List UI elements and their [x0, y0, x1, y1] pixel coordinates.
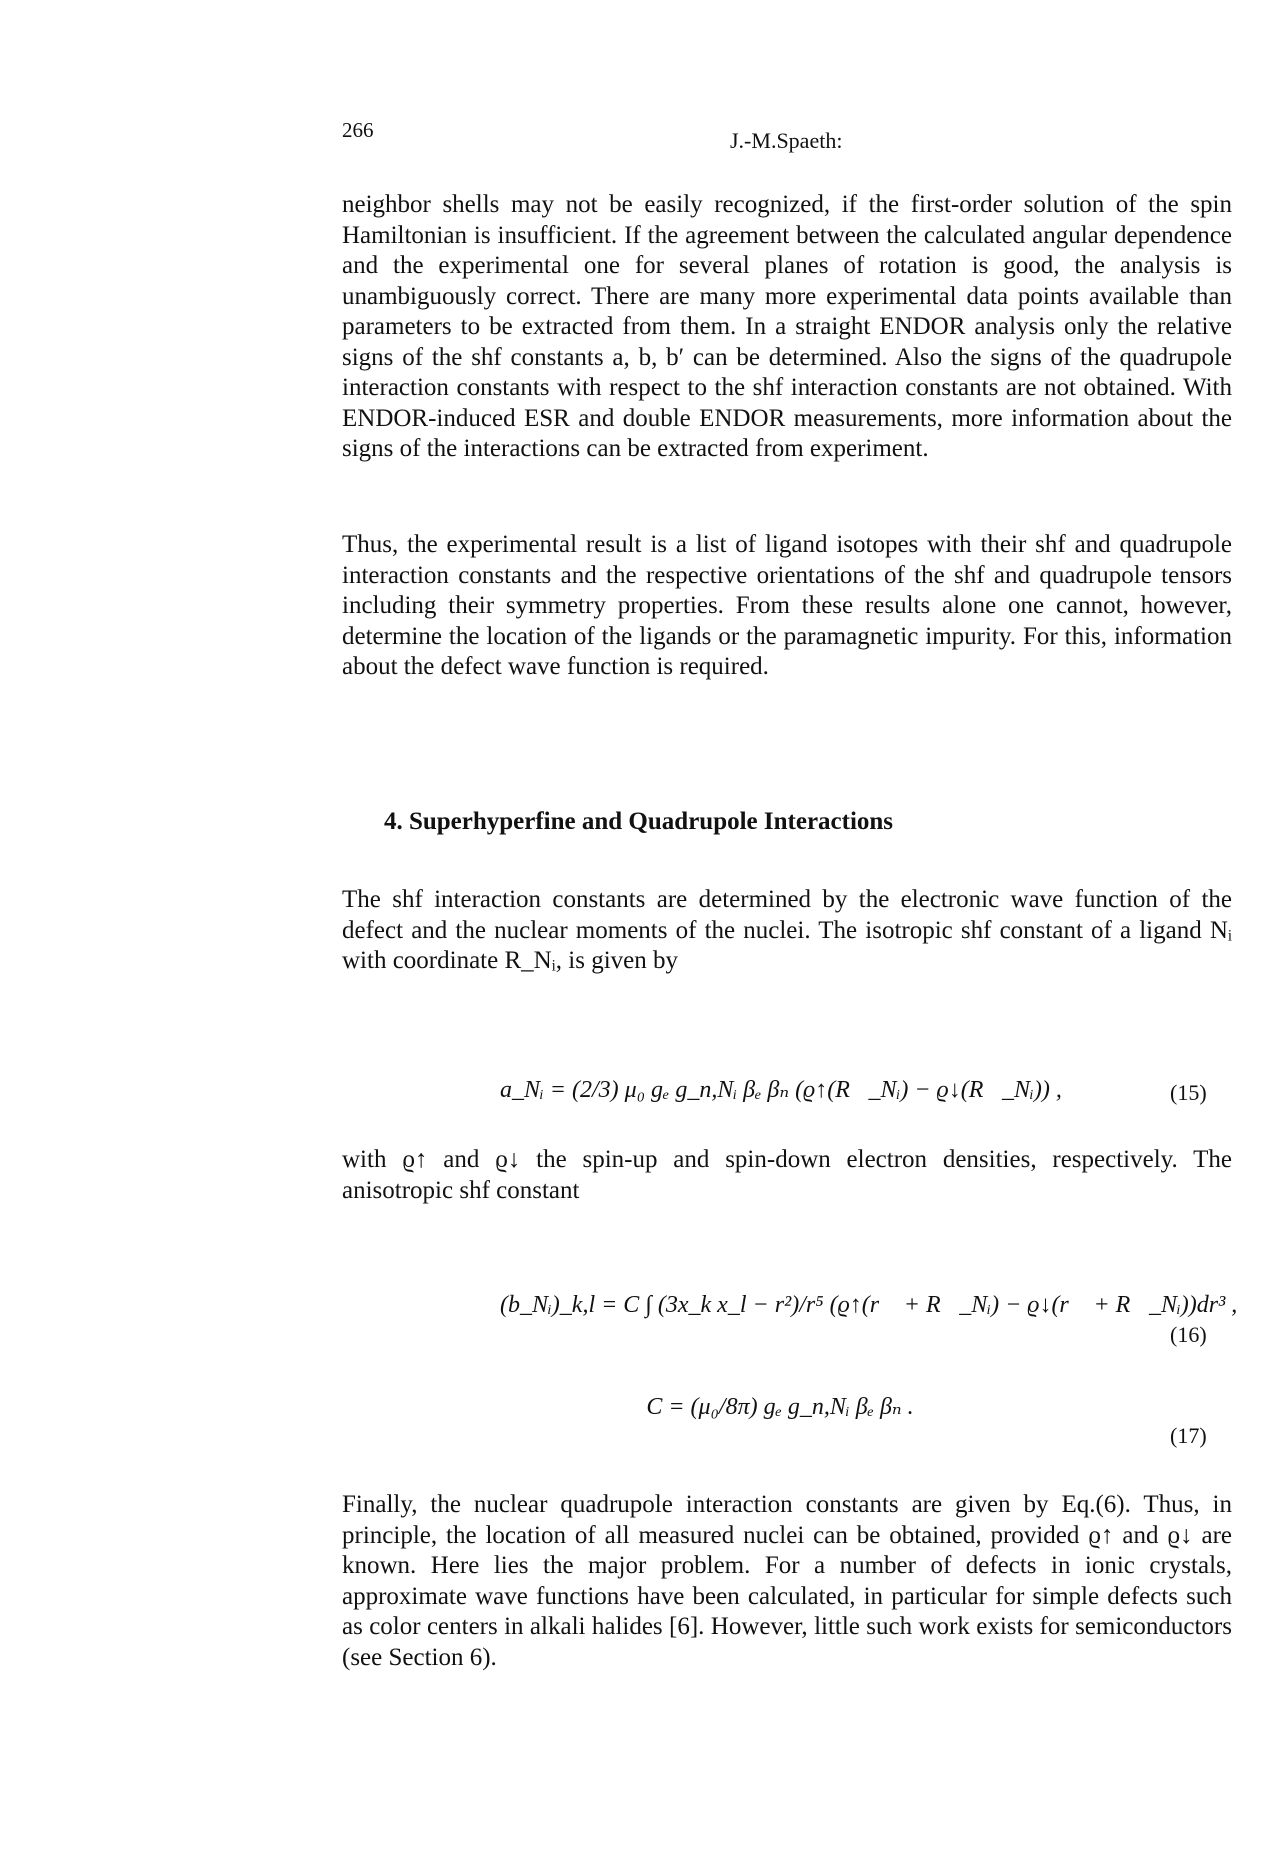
equation-16: (b_Nᵢ)_k,l = C ∫ (3x_k x_l − r²)/r⁵ (ϱ↑(r⃗ + R⃗_Nᵢ) − ϱ↓(r⃗ + R⃗_Nᵢ))dr³ , [500, 1292, 1238, 1318]
running-head: J.-M.Spaeth: [730, 128, 843, 153]
body-paragraph-4: with ϱ↑ and ϱ↓ the spin-up and spin-down electron densities, respectively. The anisotropic shf constant [342, 1146, 1232, 1204]
body-paragraph-5: Finally, the nuclear quadrupole interaction constants are given by Eq.(6). Thus, in principle, the location of all measured nuclei can be obtained, provided ϱ↑ and ϱ↓ are known. Here lies the major problem. For a number of defects in ionic crystals, approximate wave functions have been calculated, in particular for simple defects such as color centers in alkali halides [6]. However, little such work exists for semiconductors (see Section 6). [342, 1491, 1232, 1671]
equation-17-number: (17) [1170, 1423, 1207, 1448]
section-heading: 4. Superhyperfine and Quadrupole Interactions [383, 808, 894, 835]
equation-17: C = (μ₀/8π) gₑ g_n,Nᵢ βₑ βₙ . [646, 1394, 914, 1420]
equation-15-number: (15) [1170, 1080, 1207, 1105]
body-paragraph-1: neighbor shells may not be easily recognized, if the first-order solution of the spin Hamiltonian is insufficient. If the agreement between the calculated angular dependence and the experimental one for several planes of rotation is good, the analysis is unambiguously correct. There are many more experimental data points available than parameters to be extracted from them. In a straight ENDOR analysis only the relative signs of the shf constants a, b, b′ can be determined. Also the signs of the quadrupole interaction constants with respect to the shf interaction constants are not obtained. With ENDOR-induced ESR and double ENDOR measurements, more information about the signs of the interactions can be extracted from experiment. [342, 191, 1232, 462]
body-paragraph-3: The shf interaction constants are determined by the electronic wave function of the defect and the nuclear moments of the nuclei. The isotropic shf constant of a ligand Nᵢ with coordinate R_Nᵢ, is given by [342, 886, 1232, 974]
equation-15: a_Nᵢ = (2/3) μ₀ gₑ g_n,Nᵢ βₑ βₙ (ϱ↑(R⃗_Nᵢ) − ϱ↓(R⃗_Nᵢ)) , [500, 1077, 1062, 1103]
body-paragraph-2: Thus, the experimental result is a list of ligand isotopes with their shf and quadrupole interaction constants and the respective orientations of the shf and quadrupole tensors including their symmetry properties. From these results alone one cannot, however, determine the location of the ligands or the paramagnetic impurity. For this, information about the defect wave function is required. [342, 531, 1232, 680]
equation-16-number: (16) [1170, 1322, 1207, 1347]
page-number: 266 [342, 118, 374, 142]
